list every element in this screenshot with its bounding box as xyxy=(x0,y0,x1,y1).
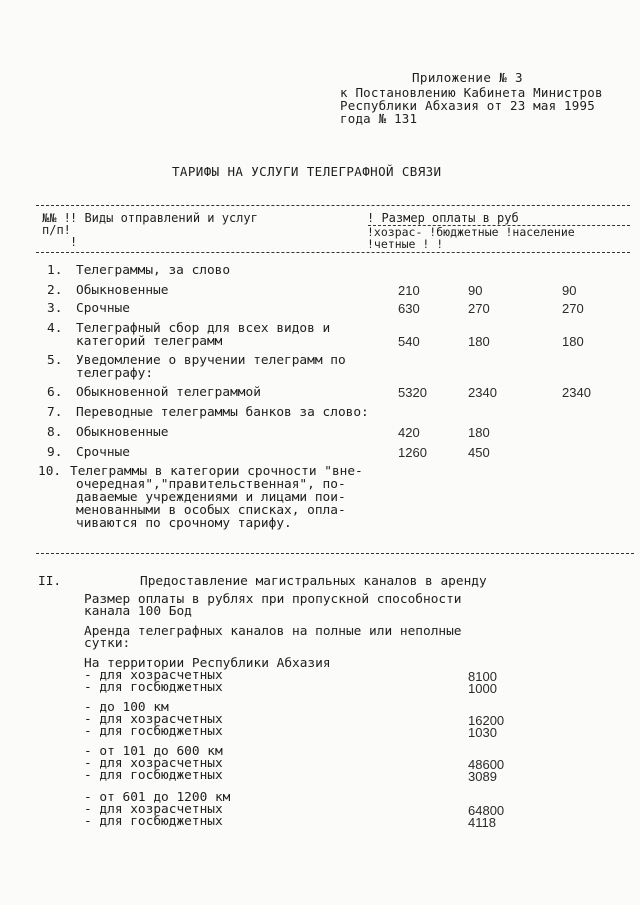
row-6-population: 2340 xyxy=(562,385,591,400)
group-3-head: - от 101 до 600 км xyxy=(84,744,223,759)
row-8-number: 8. xyxy=(47,425,63,440)
group-1-item-1-label: - для хозрасчетных xyxy=(84,668,223,683)
group-1-item-1-value: 8100 xyxy=(468,669,497,684)
row-8-selfsupport: 420 xyxy=(398,425,420,440)
row-9-text: Срочные xyxy=(76,445,130,460)
row-10-text-1: Телеграммы в категории срочности "вне- xyxy=(70,464,363,479)
group-1-item-2-value: 1000 xyxy=(468,681,497,696)
row-8-budget: 180 xyxy=(468,425,490,440)
row-6-text: Обыкновенной телеграммой xyxy=(76,385,261,400)
row-10-number: 10. xyxy=(38,464,62,479)
resolution-line-3: года № 131 xyxy=(340,111,418,126)
row-9-budget: 450 xyxy=(468,445,490,460)
resolution-line-1: к Постановлению Кабинета Министров xyxy=(340,85,603,100)
row-5-text-2: телеграфу: xyxy=(76,366,154,381)
row-7-text: Переводные телеграммы банков за слово: xyxy=(76,405,369,420)
th-num-1: №№ ! xyxy=(42,211,71,225)
row-7-number: 7. xyxy=(47,405,63,420)
row-2-population: 90 xyxy=(562,283,577,298)
row-6-budget: 2340 xyxy=(468,385,497,400)
row-5-number: 5. xyxy=(47,353,63,368)
row-4-selfsupport: 540 xyxy=(398,334,420,349)
group-3-item-1-label: - для хозрасчетных xyxy=(84,756,223,771)
group-2-item-1-label: - для хозрасчетных xyxy=(84,712,223,727)
row-5-text-1: Уведомление о вручении телеграмм по xyxy=(76,353,346,368)
row-10-text-4: менованными в особых списках, опла- xyxy=(76,503,346,518)
row-3-number: 3. xyxy=(47,301,63,316)
row-3-population: 270 xyxy=(562,301,584,316)
th-payment-columns: !хозрас- !бюджетные !население xyxy=(367,225,575,239)
row-6-number: 6. xyxy=(47,385,63,400)
row-2-text: Обыкновенные xyxy=(76,283,169,298)
th-payment-columns-2: !четные ! ! xyxy=(367,237,444,251)
resolution-line-2: Республики Абхазия от 23 мая 1995 xyxy=(340,98,595,113)
section-2-note-2: канала 100 Бод xyxy=(84,604,192,619)
table-bottom-rule xyxy=(36,553,634,554)
section-2-number: II. xyxy=(38,574,62,589)
row-10-text-2: очередная","правительственная", по- xyxy=(76,477,346,492)
row-10-text-5: чиваются по срочному тарифу. xyxy=(76,516,292,531)
group-3-item-2-label: - для госбюджетных xyxy=(84,768,223,783)
row-1-text: Телеграммы, за слово xyxy=(76,263,231,278)
appendix-number: Приложение № 3 xyxy=(412,70,523,85)
th-kind: ! Виды отправлений и услуг xyxy=(70,211,258,225)
group-3-item-1-value: 48600 xyxy=(468,757,505,772)
row-9-number: 9. xyxy=(47,445,63,460)
row-4-number: 4. xyxy=(47,321,63,336)
group-2-item-1-value: 16200 xyxy=(468,713,505,728)
section-2-rent-1: Аренда телеграфных каналов на полные или неполные xyxy=(84,624,462,639)
row-3-budget: 270 xyxy=(468,301,490,316)
group-4-head: - от 601 до 1200 км xyxy=(84,790,231,805)
group-4-item-1-value: 64800 xyxy=(468,803,505,818)
row-4-population: 180 xyxy=(562,334,584,349)
th-num-2: п/п! xyxy=(42,223,71,237)
table-header-rule xyxy=(36,252,630,253)
group-2-item-2-label: - для госбюджетных xyxy=(84,724,223,739)
group-4-item-2-value: 4118 xyxy=(468,815,496,830)
row-2-number: 2. xyxy=(47,283,63,298)
th-num-3: ! xyxy=(70,235,78,249)
group-3-item-2-value: 3089 xyxy=(468,769,497,784)
row-10-text-3: даваемые учреждениями и лицами пои- xyxy=(76,490,346,505)
row-6-selfsupport: 5320 xyxy=(398,385,427,400)
row-1-number: 1. xyxy=(47,263,63,278)
row-4-text-2: категорий телеграмм xyxy=(76,334,223,349)
row-3-selfsupport: 630 xyxy=(398,301,420,316)
group-2-item-2-value: 1030 xyxy=(468,725,497,740)
group-4-item-1-label: - для хозрасчетных xyxy=(84,802,223,817)
section-2-title: Предоставление магистральных каналов в аренду xyxy=(140,574,487,589)
row-8-text: Обыкновенные xyxy=(76,425,169,440)
row-4-budget: 180 xyxy=(468,334,490,349)
table-top-rule xyxy=(36,205,630,206)
th-payment: ! Размер оплаты в руб xyxy=(367,211,519,225)
row-3-text: Срочные xyxy=(76,301,130,316)
group-2-head: - до 100 км xyxy=(84,700,169,715)
section-2-note-1: Размер оплаты в рублях при пропускной способности xyxy=(84,592,462,607)
row-4-text-1: Телеграфный сбор для всех видов и xyxy=(76,321,331,336)
group-1-item-2-label: - для госбюджетных xyxy=(84,680,223,695)
group-1-head: На территории Республики Абхазия xyxy=(84,656,331,671)
group-4-item-2-label: - для госбюджетных xyxy=(84,814,223,829)
row-9-selfsupport: 1260 xyxy=(398,445,427,460)
section-2-rent-2: сутки: xyxy=(84,636,131,651)
row-2-selfsupport: 210 xyxy=(398,283,420,298)
page-title: ТАРИФЫ НА УСЛУГИ ТЕЛЕГРАФНОЙ СВЯЗИ xyxy=(172,164,442,179)
row-2-budget: 90 xyxy=(468,283,483,298)
